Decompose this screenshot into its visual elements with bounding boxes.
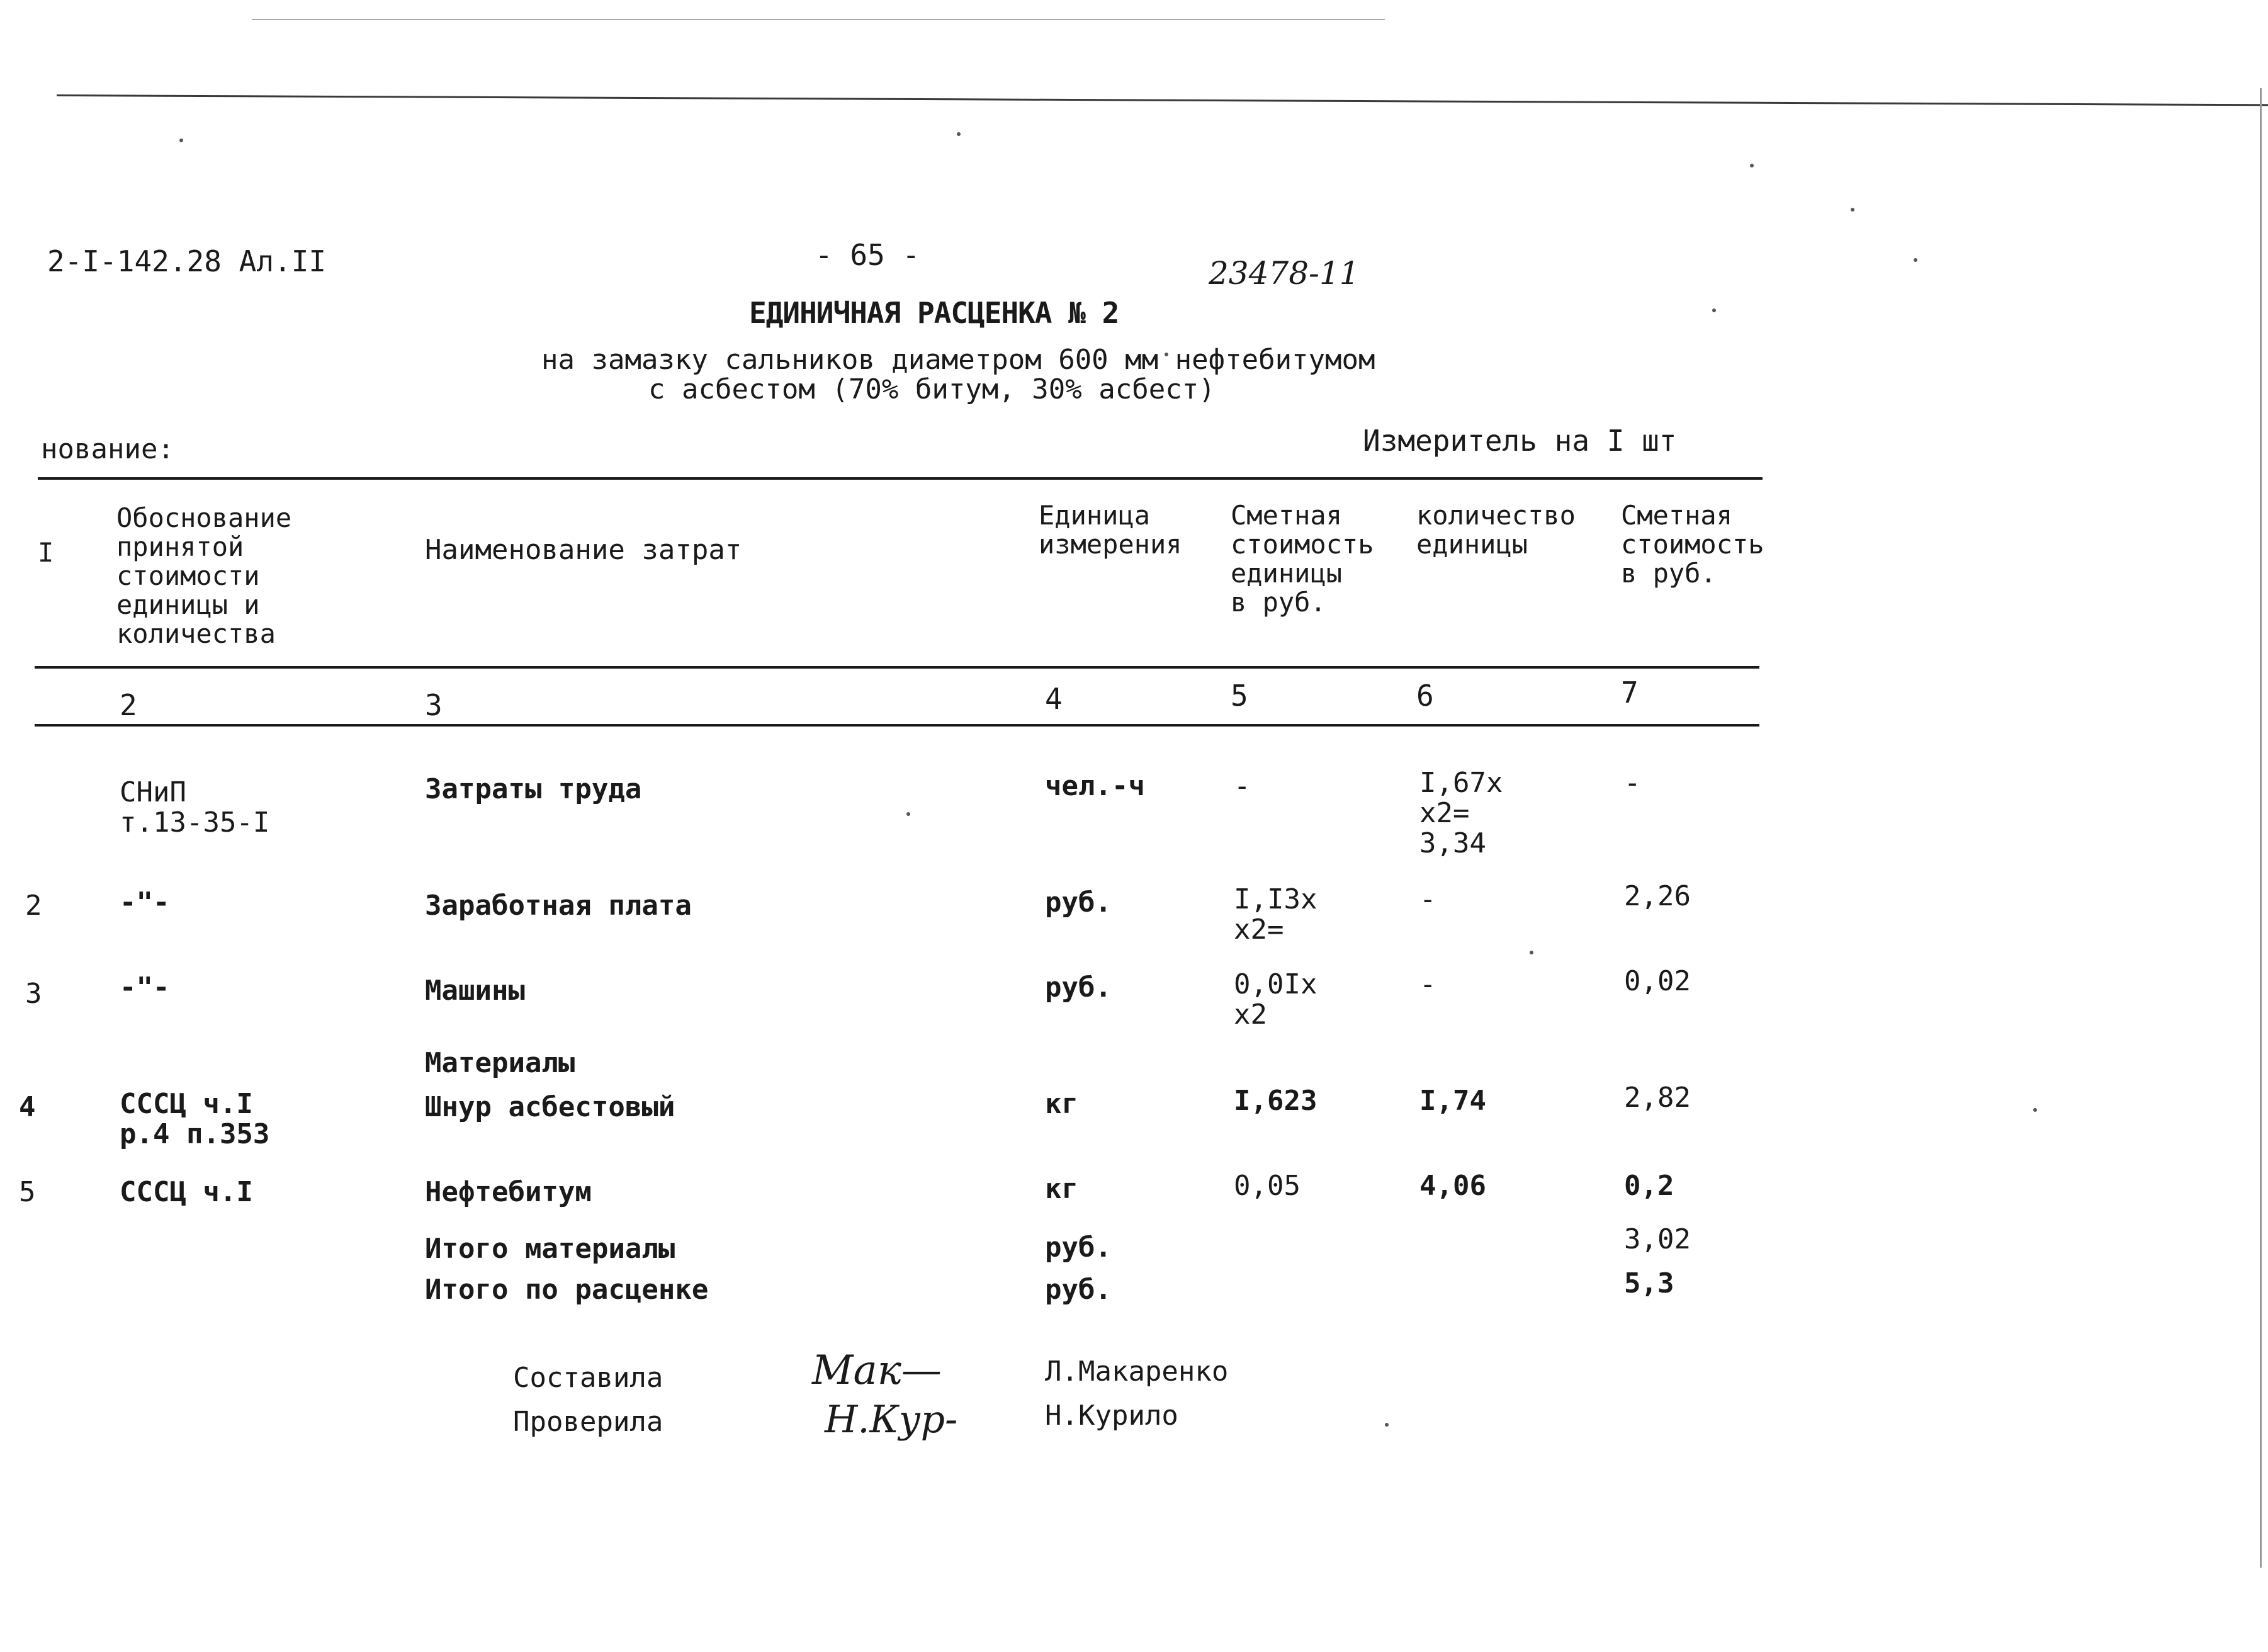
header-col-unit: Единица измерения bbox=[1039, 500, 1182, 560]
checked-signature: Н.Кур- bbox=[825, 1398, 958, 1442]
checked-label: Проверила bbox=[513, 1406, 663, 1438]
header-col-1: I bbox=[38, 537, 54, 568]
cell-total: 3,02 bbox=[1624, 1223, 1691, 1255]
cell-unit: руб. bbox=[1045, 886, 1112, 919]
cell-unit: руб. bbox=[1045, 1231, 1112, 1264]
cell-basis: -"- bbox=[120, 886, 170, 919]
basis-label: нование: bbox=[41, 433, 174, 465]
cell-num: 2 bbox=[25, 890, 42, 922]
cell-total: 5,3 bbox=[1624, 1267, 1674, 1299]
header-bottom-rule bbox=[35, 666, 1759, 669]
cell-name: Итого материалы bbox=[425, 1233, 675, 1265]
document-code: 2-I-142.28 Ал.II bbox=[47, 244, 327, 278]
numbers-bottom-rule bbox=[35, 724, 1759, 727]
page-number: - 65 - bbox=[815, 238, 920, 272]
cell-unit-cost: 0,0Iх х2 bbox=[1234, 968, 1317, 1031]
header-col-total: Сметная стоимость в руб. bbox=[1621, 500, 1764, 589]
cell-unit-cost: 0,05 bbox=[1234, 1170, 1300, 1202]
cell-basis: СССЦ ч.I bbox=[120, 1176, 253, 1208]
checked-name: Н.Курило bbox=[1045, 1400, 1178, 1432]
cell-name: Шнур асбестовый bbox=[425, 1091, 675, 1123]
col-number: 7 bbox=[1621, 676, 1639, 710]
cell-name: Заработная плата bbox=[425, 890, 692, 922]
cell-num: 5 bbox=[19, 1176, 36, 1208]
subtitle-line-2: с асбестом (70% битум, 30% асбест) bbox=[648, 373, 1216, 405]
cell-basis: СССЦ ч.I р.4 п.353 bbox=[120, 1088, 270, 1150]
cell-qty: - bbox=[1419, 968, 1436, 1000]
cell-qty: - bbox=[1419, 883, 1436, 915]
cell-basis: -"- bbox=[120, 971, 170, 1004]
col-number: 5 bbox=[1231, 679, 1248, 713]
cell-unit-cost: I,I3х х2= bbox=[1234, 883, 1317, 946]
col-number: 3 bbox=[425, 688, 443, 722]
cell-basis: СНиП т.13-35-I bbox=[120, 776, 270, 839]
cell-qty: I,67х х2= 3,34 bbox=[1419, 767, 1503, 859]
cell-qty: I,74 bbox=[1419, 1085, 1486, 1117]
subtitle-line-1: на замазку сальников диаметром 600 мм нефтебитумом bbox=[541, 344, 1375, 376]
page-title: ЕДИНИЧНАЯ РАСЦЕНКА № 2 bbox=[749, 296, 1119, 330]
header-col-name: Наименование затрат bbox=[425, 534, 742, 566]
cell-unit: чел.-ч bbox=[1045, 770, 1145, 802]
cell-qty: 4,06 bbox=[1419, 1170, 1486, 1202]
cell-total: - bbox=[1624, 767, 1641, 799]
cell-unit: руб. bbox=[1045, 1274, 1112, 1306]
col-number: 6 bbox=[1416, 679, 1434, 713]
cell-total: 0,02 bbox=[1624, 965, 1691, 997]
cell-total: 2,82 bbox=[1624, 1082, 1691, 1114]
composed-name: Л.Макаренко bbox=[1045, 1355, 1229, 1388]
cell-total: 0,2 bbox=[1624, 1170, 1674, 1202]
handwritten-number: 23478-11 bbox=[1209, 255, 1360, 291]
cell-unit: кг bbox=[1045, 1173, 1078, 1205]
cell-num: 3 bbox=[25, 978, 42, 1010]
composed-signature: Мак— bbox=[812, 1347, 942, 1394]
cell-unit-cost: - bbox=[1234, 770, 1251, 802]
header-col-basis: Обоснование принятой стоимости единицы и количества bbox=[116, 502, 292, 649]
cell-unit: руб. bbox=[1045, 971, 1112, 1004]
measure-unit: Измеритель на I шт bbox=[1363, 424, 1677, 458]
composed-label: Составила bbox=[513, 1362, 663, 1394]
cell-name: Машины bbox=[425, 975, 525, 1007]
col-number: 2 bbox=[120, 688, 137, 722]
cell-unit-cost: I,623 bbox=[1234, 1085, 1317, 1117]
cell-total: 2,26 bbox=[1624, 880, 1691, 912]
cell-name: Затраты труда bbox=[425, 773, 642, 805]
header-col-unit-cost: Сметная стоимость единицы в руб. bbox=[1231, 500, 1374, 618]
section-heading-materials: Материалы bbox=[425, 1047, 575, 1079]
header-col-qty: количество единицы bbox=[1416, 500, 1576, 560]
cell-name: Итого по расценке bbox=[425, 1274, 709, 1306]
cell-unit: кг bbox=[1045, 1088, 1078, 1120]
table-top-rule bbox=[38, 477, 1763, 480]
cell-num: 4 bbox=[19, 1091, 36, 1123]
cell-name: Нефтебитум bbox=[425, 1176, 592, 1208]
col-number: 4 bbox=[1045, 682, 1063, 716]
